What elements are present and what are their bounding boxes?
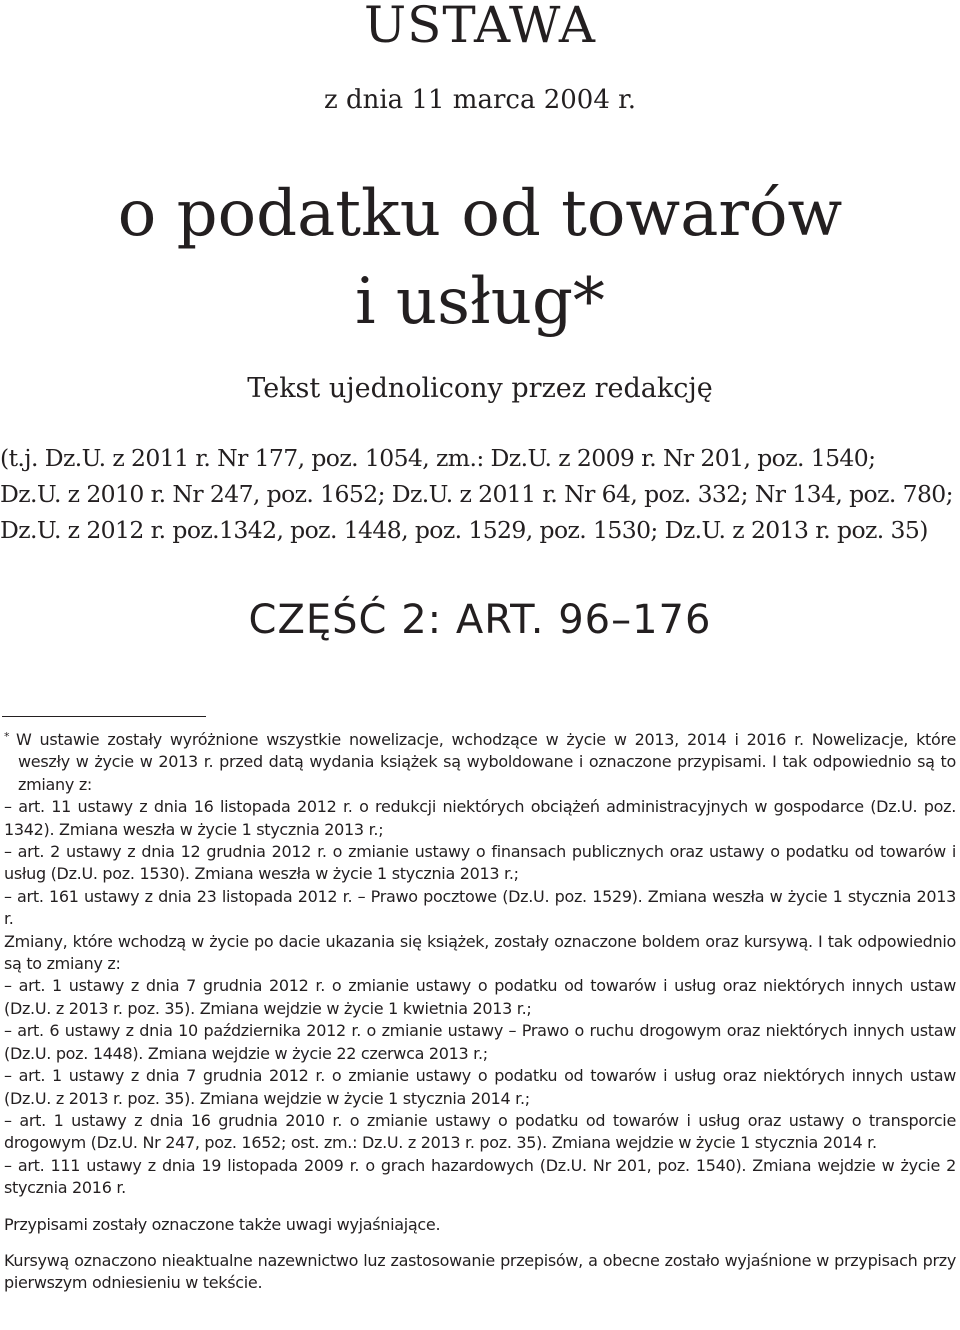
- explanatory-notes-remark: Przypisami zostały oznaczone także uwagi wyjaśniające.: [4, 1214, 441, 1234]
- future-change-item: – art. 1 ustawy z dnia 16 grudnia 2010 r. o zmianie ustawy o podatku od towarów i usług oraz ustawy o transporcie drogowym (Dz.U. Nr 247, poz. 1652; ost. zm.: Dz.U. z 2013 r. poz. 35). Zmiana wejdzie w życie 1 stycznia 2014 r.: [4, 1110, 956, 1153]
- footnote: [4, 726, 956, 1295]
- act-date: z dnia 11 marca 2004 r.: [324, 85, 636, 115]
- part-heading: CZĘŚĆ 2: ART. 96–176: [248, 597, 712, 643]
- future-change-item: – art. 1 ustawy z dnia 7 grudnia 2012 r. o zmianie ustawy o podatku od towarów i usług oraz niektórych innych ustaw (Dz.U. z 2013 r. poz. 35). Zmiana wejdzie w życie 1 stycznia 2014 r.;: [4, 1066, 956, 1108]
- act-title-line-2: i usług*: [355, 265, 605, 339]
- footnote-intro: [4, 726, 956, 796]
- journal-citation: [0, 440, 960, 548]
- future-change-item: – art. 111 ustawy z dnia 19 listopada 2009 r. o grach hazardowych (Dz.U. Nr 201, poz. 1540). Zmiana wejdzie w życie 2 stycznia 2016 r.: [4, 1155, 956, 1198]
- act-title: [0, 170, 960, 346]
- italics-remark: Kursywą oznaczono nieaktualne nazewnictwo luz zastosowanie przepisów, a obecne zostało wyjaśnione w przypisach przy pierwszym odniesieniu w tekście.: [4, 1250, 956, 1293]
- citation-line: (t.j. Dz.U. z 2011 r. Nr 177, poz. 1054, zm.: Dz.U. z 2009 r. Nr 201, poz. 1540;: [0, 444, 876, 472]
- footnote-divider: [2, 716, 206, 717]
- citation-line: Dz.U. z 2012 r. poz.1342, poz. 1448, poz. 1529, poz. 1530; Dz.U. z 2013 r. poz. 35): [0, 516, 928, 544]
- act-title-line-1: o podatku od towarów: [117, 177, 843, 251]
- past-change-item: – art. 161 ustawy z dnia 23 listopada 2012 r. – Prawo pocztowe (Dz.U. poz. 1529). Zmiana weszła w życie 1 stycznia 2013 r.: [4, 886, 956, 929]
- spacer: [4, 1236, 956, 1250]
- footnote-marker: *: [4, 730, 10, 743]
- consolidated-text-note: Tekst ujednolicony przez redakcję: [247, 373, 713, 404]
- future-change-item: – art. 1 ustawy z dnia 7 grudnia 2012 r. o zmianie ustawy o podatku od towarów i usług oraz niektórych innych ustaw (Dz.U. z 2013 r. poz. 35). Zmiana wejdzie w życie 1 kwietnia 2013 r.;: [4, 976, 956, 1018]
- citation-line: Dz.U. z 2010 r. Nr 247, poz. 1652; Dz.U. z 2011 r. Nr 64, poz. 332; Nr 134, poz. 780;: [0, 480, 953, 508]
- future-changes-intro: Zmiany, które wchodzą w życie po dacie ukazania się książek, zostały oznaczone boldem oraz kursywą. I tak odpowiednio są to zmiany z:: [4, 931, 956, 974]
- future-change-item: – art. 6 ustawy z dnia 10 października 2012 r. o zmianie ustawy – Prawo o ruchu drogowym oraz niektórych innych ustaw (Dz.U. poz. 1448). Zmiana wejdzie w życie 22 czerwca 2013 r.;: [4, 1021, 956, 1063]
- footnote-intro-text: W ustawie zostały wyróżnione wszystkie nowelizacje, wchodzące w życie w 2013, 2014 i 2016 r. Nowelizacje, które weszły w życie w 2013 r. przed datą wydania książek są wyboldowane i oznaczone przypisami. I tak odpowiednio są to zmiany z:: [16, 730, 956, 794]
- past-change-item: – art. 2 ustawy z dnia 12 grudnia 2012 r. o zmianie ustawy o finansach publicznych oraz ustawy o podatku od towarów i usług (Dz.U. poz. 1530). Zmiana weszła w życie 1 stycznia 2013 r.;: [4, 842, 956, 884]
- past-change-item: – art. 11 ustawy z dnia 16 listopada 2012 r. o redukcji niektórych obciążeń administracyjnych w gospodarce (Dz.U. poz. 1342). Zmiana weszła w życie 1 stycznia 2013 r.;: [4, 797, 956, 839]
- spacer: [4, 1200, 956, 1214]
- act-type-heading: USTAWA: [363, 0, 597, 54]
